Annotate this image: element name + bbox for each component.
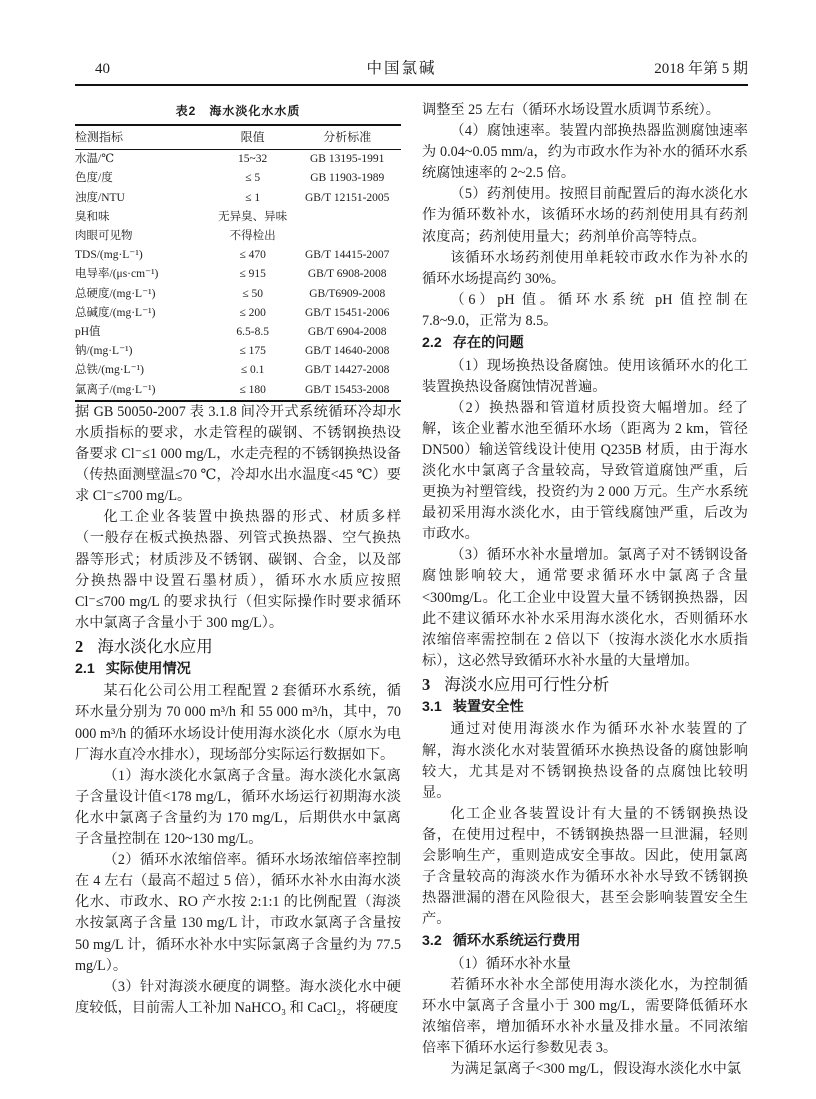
- heading-number: 2.2: [422, 335, 442, 352]
- table-cell: 水温/℃: [75, 153, 115, 166]
- table-header: [75, 125, 401, 150]
- subsection-heading: [422, 697, 748, 719]
- table-cell: 无异臭、异味: [218, 210, 288, 223]
- table-header-row: [75, 125, 401, 150]
- paragraph: 调整至 25 左右（循环水场设置水质调节系统）。: [422, 102, 720, 118]
- table-cell: 色度/度: [75, 172, 113, 185]
- two-column-body: [75, 100, 748, 1080]
- heading-number: 3: [422, 674, 431, 694]
- table-row: [75, 150, 401, 170]
- journal-title: 中国氯碱: [366, 60, 437, 77]
- table-row: [75, 285, 401, 304]
- table-cell: GB/T 6904-2008: [307, 326, 387, 339]
- table-cell: GB 11903-1989: [310, 172, 385, 185]
- table-cell: 总碱度/(mg·L⁻¹): [75, 306, 156, 319]
- right-column: [422, 100, 748, 1080]
- table-cell: GB/T 6908-2008: [307, 268, 387, 281]
- left-column: [75, 100, 401, 1080]
- paragraph: 通过对使用海淡水作为循环水补水装置的了解，海水淡化水对装置循环水换热设备的腐蚀影响较大，尤其是对不锈钢换热设备的点腐蚀比较明显。: [422, 721, 748, 801]
- table-cell: 6.5-8.5: [236, 326, 269, 339]
- paragraph: （1）现场换热设备腐蚀。使用该循环水的化工装置换热设备腐蚀情况普遍。: [422, 357, 748, 395]
- table-cell: 浊度/NTU: [75, 191, 125, 204]
- table-column-header: 限值: [212, 125, 294, 150]
- table-row: [75, 342, 401, 361]
- paragraph: （2）循环水浓缩倍率。循环水场浓缩倍率控制在 4 左右（最高不超过 5 倍），循环水补水由海水淡化水、市政水、RO 产水按 2:1:1 的比例配置（海淡水按氯离子含量 130 mg/L 计，市政水氯离子含量按 50 mg/L 计，循环水补水中实际氯离子含量约为 77.5 mg/L）。: [75, 852, 401, 974]
- section-heading: [422, 673, 748, 696]
- table-cell: GB 13195-1991: [309, 153, 385, 166]
- table-cell: GB/T 14640-2008: [304, 345, 390, 358]
- table-cell: 总铁/(mg·L⁻¹): [75, 364, 144, 377]
- table-row: [75, 361, 401, 380]
- table-cell: ≤ 5: [245, 172, 261, 185]
- paragraph: 某石化公司公用工程配置 2 套循环水系统，循环水量分别为 70 000 m³/h 和 55 000 m³/h，其中，70 000 m³/h 的循环水场设计使用海水淡化水（原水为电厂海水直冷水排水），现场部分实际运行数据如下。: [75, 683, 401, 763]
- paragraph: （5）药剂使用。按照目前配置后的海水淡化水作为循环数补水，该循环水场的药剂使用具有药剂浓度高；药剂使用量大；药剂单价高等特点。: [422, 186, 748, 245]
- heading-number: 3.1: [422, 698, 442, 715]
- page-number: 40: [95, 61, 110, 77]
- subsection-heading: [422, 333, 748, 355]
- paragraph: 据 GB 50050-2007 表 3.1.8 间冷开式系统循环冷却水水质指标的要求，水走管程的碳钢、不锈钢换热设备要求 Cl⁻≤1 000 mg/L，水走壳程的不锈钢换热设备（传热面测壁温≤70 ℃，冷却水出水温度<45 ℃）要求 Cl⁻≤700 mg/L。: [75, 403, 401, 505]
- table-cell: ≤ 50: [242, 287, 263, 300]
- right-column-text: [422, 100, 748, 1080]
- paragraph: （4）腐蚀速率。装置内部换热器监测腐蚀速率为 0.04~0.05 mm/a，约为市政水作为补水的循环水系统腐蚀速率的 2~2.5 倍。: [422, 123, 748, 182]
- running-head: [75, 56, 748, 86]
- paragraph: （3）循环水补水量增加。氯离子对不锈钢设备腐蚀影响较大，通常要求循环水中氯离子含量<300mg/L。化工企业中设置大量不锈钢换热器，因此不建议循环水补水采用海水淡化水，否则循环水浓缩倍率需控制在 2 倍以下（按海水淡化水水质指标），这必然导致循环水补水量的大量增加。: [422, 547, 748, 669]
- table-cell: [293, 227, 401, 246]
- table-cell: GB/T 15453-2008: [304, 383, 390, 396]
- table-row: [75, 208, 401, 227]
- table-row: [75, 265, 401, 284]
- table-cell: ≤ 180: [239, 383, 266, 396]
- table-row: [75, 227, 401, 246]
- table-row: [75, 323, 401, 342]
- paragraph: （2）换热器和管道材质投资大幅增加。经了解，该企业蓄水池至循环水场（距离为 2 km，管径 DN500）输送管线设计使用 Q235B 材质，由于海水淡化水中氯离子含量较高，导致管道腐蚀严重，后更换为衬塑管线，投资约为 2 000 万元。生产水系统最初采用海水淡化水，由于管线腐蚀严重，后改为市政水。: [422, 399, 748, 543]
- paragraph: （1）循环水补水量: [450, 955, 571, 972]
- table-cell: ≤ 200: [239, 306, 266, 319]
- heading-title: 装置安全性: [452, 698, 524, 715]
- table-cell: ≤ 0.1: [240, 364, 265, 377]
- heading-title: 海水淡化水应用: [97, 636, 213, 656]
- table-cell: 肉眼可见物: [75, 230, 133, 243]
- table-row: [75, 246, 401, 265]
- issue-label: 2018 年第 5 期: [654, 61, 748, 77]
- table-body: [75, 150, 401, 401]
- table-cell: 氯离子/(mg·L⁻¹): [75, 383, 156, 396]
- table-cell: [293, 208, 401, 227]
- table-cell: 钠/(mg·L⁻¹): [75, 345, 133, 358]
- table-cell: ≤ 915: [239, 268, 266, 281]
- table-cell: 15~32: [238, 153, 268, 166]
- table-cell: GB/T 12151-2005: [304, 191, 390, 204]
- table-cell: 总硬度/(mg·L⁻¹): [75, 287, 156, 300]
- heading-number: 3.2: [422, 933, 442, 950]
- paragraph: 化工企业各装置中换热器的形式、材质多样（一般存在板式换热器、列管式换热器、空气换热器等形式；材质涉及不锈钢、碳钢、合金，以及部分换热器中设置石墨材质），循环水水质应按照 Cl⁻≤700 mg/L 的要求执行（但实际操作时要求循环水中氯离子含量小于 300 mg/L）。: [75, 509, 401, 631]
- table-row: [75, 189, 401, 208]
- heading-number: 2.1: [75, 660, 95, 677]
- table-cell: GB/T6909-2008: [309, 287, 386, 300]
- table-cell: TDS/(mg·L⁻¹): [75, 249, 143, 262]
- table-row: [75, 381, 401, 401]
- paragraph: （6）pH 值。循环水系统 pH 值控制在 7.8~9.0，正常为 8.5。: [422, 291, 748, 329]
- table-column-header: 分析标准: [293, 125, 401, 150]
- paragraph: （1）海水淡化水氯离子含量。海水淡化水氯离子含量设计值<178 mg/L，循环水场运行初期海水淡化水中氯离子含量约为 170 mg/L，后期供水中氯离子含量控制在 120~130 mg/L。: [75, 767, 401, 848]
- paragraph: 为满足氯离子<300 mg/L，假设海水淡化水中氯: [450, 1061, 741, 1078]
- table-cell: GB/T 15451-2006: [304, 306, 390, 319]
- table-column-header: 检测指标: [75, 125, 212, 150]
- table-cell: 不得检出: [229, 230, 276, 243]
- subsection-heading: [422, 931, 748, 953]
- paragraph: 该循环水场药剂使用单耗较市政水作为补水的循环水场提高约 30%。: [422, 249, 748, 287]
- table-cell: GB/T 14427-2008: [304, 364, 390, 377]
- table-cell: ≤ 175: [239, 345, 266, 358]
- subsection-heading: [75, 659, 401, 681]
- table-cell: 臭和味: [75, 210, 110, 223]
- heading-number: 2: [75, 636, 84, 656]
- water-quality-table: [75, 124, 401, 402]
- paragraph: （3）针对海淡水硬度的调整。海水淡化水中硬度较低，目前需人工补加 NaHCO₃ 和 CaCl₂，将硬度: [75, 978, 401, 1016]
- table-cell: ≤ 1: [245, 191, 261, 204]
- heading-title: 循环水系统运行费用: [452, 933, 581, 950]
- table-cell: GB/T 14415-2007: [304, 249, 390, 262]
- heading-title: 海淡水应用可行性分析: [444, 674, 610, 694]
- heading-title: 存在的问题: [452, 335, 524, 352]
- table-cell: ≤ 470: [239, 249, 266, 262]
- table-row: [75, 304, 401, 323]
- table-cell: 电导率/(μs·cm⁻¹): [75, 268, 159, 281]
- paragraph: 化工企业各装置设计有大量的不锈钢换热设备，在使用过程中，不锈钢换热器一旦泄漏，轻则会影响生产，重则造成安全事故。因此，使用氯离子含量较高的海淡水作为循环水补水导致不锈钢换热器泄漏的潜在风险很大，甚至会影响装置安全生产。: [422, 805, 748, 928]
- left-column-text: [75, 402, 401, 1019]
- paragraph: 若循环水补水全部使用海水淡化水，为控制循环水中氯离子含量小于 300 mg/L，需要降低循环水浓缩倍率，增加循环水补水量及排水量。不同浓缩倍率下循环水运行参数见表 3。: [422, 976, 748, 1057]
- table-caption: 表2 海水淡化水水质: [175, 104, 301, 118]
- table-cell: pH值: [75, 326, 101, 339]
- section-heading: [75, 635, 401, 658]
- table-row: [75, 169, 401, 188]
- heading-title: 实际使用情况: [105, 660, 191, 677]
